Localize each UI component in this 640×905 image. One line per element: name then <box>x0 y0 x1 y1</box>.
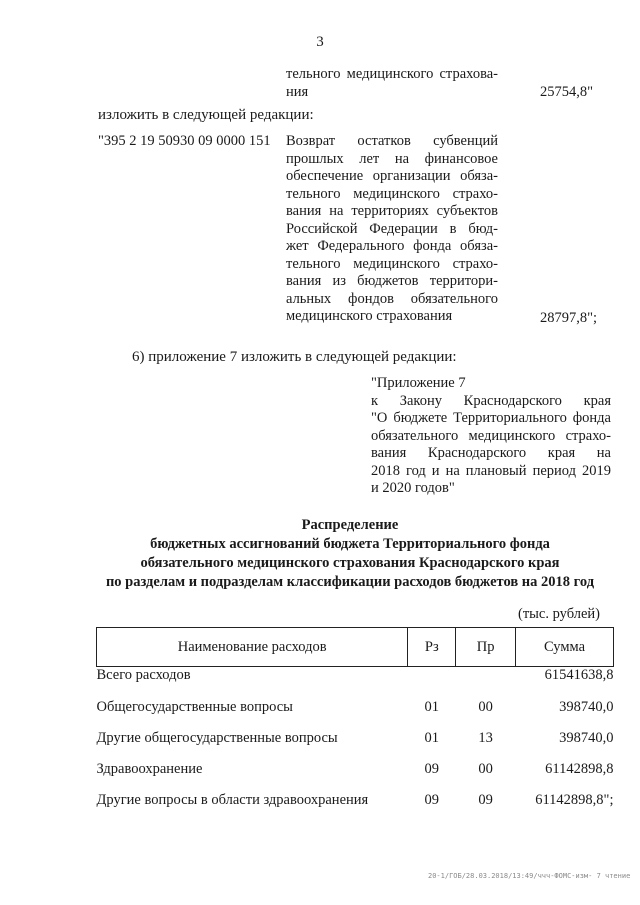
classification-code: "395 2 19 50930 09 0000 151 <box>98 133 271 149</box>
top-fragment-text <box>286 66 498 101</box>
table-row <box>97 761 614 792</box>
entry-amount: 28797,8"; <box>540 310 598 326</box>
cell-rz: 09 <box>424 792 440 808</box>
entry-line: вания на территориях субъектов <box>286 203 498 219</box>
header-pr: Пр <box>456 628 516 667</box>
top-fragment-amount: 25754,8" <box>540 84 594 100</box>
cell-rz: 09 <box>424 761 440 777</box>
title-line: по разделам и подразделам классификации расходов бюджетов на 2018 год <box>105 574 595 590</box>
header-name: Наименование расходов <box>97 628 408 667</box>
appendix-line: "Приложение 7 <box>371 375 466 391</box>
cell-sum: 61541638,8 <box>544 667 614 683</box>
entry-line: Российской Федерации в бюд- <box>286 220 498 237</box>
entry-line: альных фондов обязательного <box>286 290 498 307</box>
title-line: бюджетных ассигнований бюджета Территориального фонда <box>150 536 550 552</box>
cell-sum: 398740,0 <box>559 699 614 715</box>
entry-line: тельного медицинского страхо- <box>286 185 498 202</box>
units-label: (тыс. рублей) <box>518 606 600 622</box>
cell-sum: 398740,0 <box>559 730 614 746</box>
cell-sum: 61142898,8"; <box>535 792 614 808</box>
cell-pr: 09 <box>478 792 493 808</box>
table-row <box>97 792 614 823</box>
entry-description <box>286 133 498 326</box>
top-fragment-line: тельного медицинского страхова- <box>286 66 498 82</box>
header-sum: Сумма <box>516 628 614 667</box>
top-fragment-line: ния <box>286 83 309 100</box>
entry-line: Возврат остатков субвенций <box>286 133 498 149</box>
entry-line: вания из бюджетов территори- <box>286 273 498 289</box>
table-row <box>97 699 614 730</box>
cell-rz <box>408 667 456 700</box>
cell-name: Всего расходов <box>96 667 191 683</box>
table-header-row <box>97 628 614 667</box>
page-number: 3 <box>316 34 324 50</box>
cell-name: Общегосударственные вопросы <box>96 699 293 715</box>
entry-line: жет Федерального фонда обяза- <box>286 238 498 254</box>
expenditure-table <box>96 627 614 823</box>
appendix-header <box>371 375 611 498</box>
title-line: Распределение <box>301 517 399 533</box>
entry-line: тельного медицинского страхо- <box>286 255 498 272</box>
cell-pr: 13 <box>478 730 493 746</box>
document-title <box>60 516 640 592</box>
entry-line: обеспечение организации обяза- <box>286 168 498 184</box>
cell-rz: 01 <box>424 699 440 715</box>
cell-pr: 00 <box>478 699 493 715</box>
appendix-line: к Закону Краснодарского края <box>371 392 611 409</box>
appendix-line: "О бюджете Территориального фонда <box>371 410 611 426</box>
cell-name: Здравоохранение <box>96 761 203 777</box>
appendix-line: и 2020 годов" <box>371 480 455 496</box>
entry-line: прошлых лет на финансовое <box>286 150 498 167</box>
cell-name: Другие общегосударственные вопросы <box>96 730 338 746</box>
cell-sum: 61142898,8 <box>545 761 614 777</box>
cell-pr: 00 <box>478 761 493 777</box>
appendix-line: 2018 год и на плановый период 2019 <box>371 462 611 479</box>
header-rz: Рз <box>408 628 456 667</box>
table-row <box>97 667 614 700</box>
instruction-text: изложить в следующей редакции: <box>98 107 314 123</box>
cell-name: Другие вопросы в области здравоохранения <box>96 792 369 808</box>
footer-stamp: 20-1/ГОБ/28.03.2018/13:49/ччч-ФОМС-изм- 7 чтение <box>428 872 631 880</box>
instruction-text-2: 6) приложение 7 изложить в следующей редакции: <box>132 349 457 365</box>
table-row <box>97 730 614 761</box>
cell-pr <box>456 667 516 700</box>
appendix-line: обязательного медицинского страхо- <box>371 427 611 444</box>
entry-line: медицинского страхования <box>286 308 453 324</box>
cell-rz: 01 <box>424 730 440 746</box>
appendix-line: вания Краснодарского края на <box>371 445 611 461</box>
title-line: обязательного медицинского страхования Краснодарского края <box>140 555 560 571</box>
